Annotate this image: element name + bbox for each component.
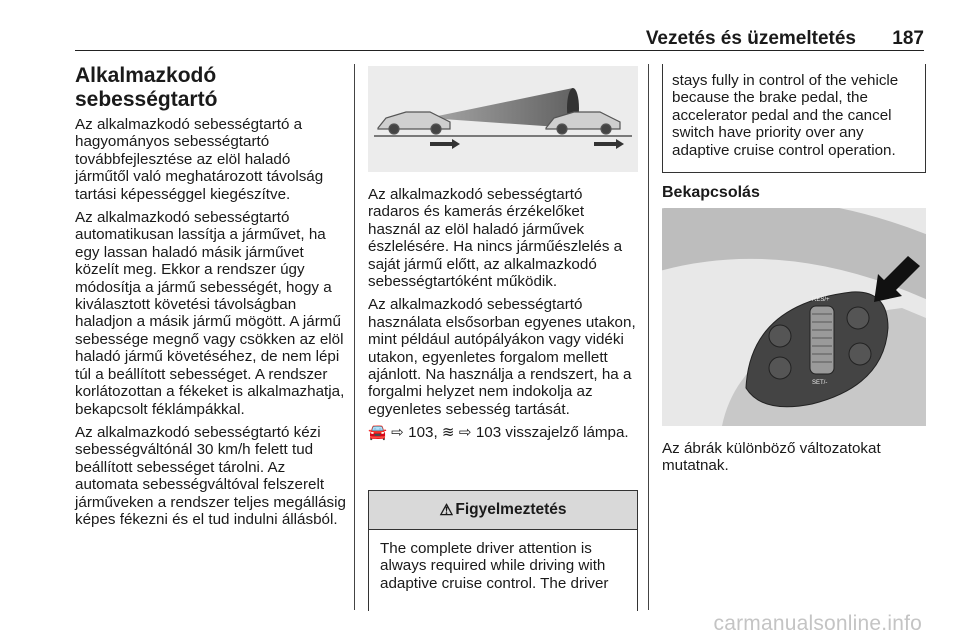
page-ref-arrow-icon: ⇨ [391,424,404,442]
warning-text-continued: stays fully in control of the vehicle because the brake pedal, the accelerator pedal and the cancel switch have priority over any adaptive cruise control operation. [672,72,899,159]
page-ref: 103, [408,424,438,442]
steering-wheel-svg [662,208,926,426]
warning-title: Figyelmeztetés [455,501,567,518]
warning-box [368,490,638,611]
cancel-button[interactable] [769,357,791,379]
paragraph: Az alkalmazkodó sebességtartó a hagyományos sebességtartó továbbfejlesztése az elöl haladó járműtől való meghatározott távolság tartási képességgel kiegészítve. [75,116,324,203]
figure-caption: Az ábrák különböző változatokat mutatnak. [662,440,881,475]
column-divider-2 [648,64,649,610]
res-label: RES/+ [812,297,830,303]
set-label: SET/- [812,380,828,386]
page-header-title: Vezetés és üzemeltetés [645,28,856,49]
warning-header [369,491,637,530]
paragraph: Az alkalmazkodó sebességtartó radaros és kamerás érzékelőket használ az elöl haladó járművek észlelésére. Ha nincs járműészlelés a saját jármű előtt, az alkalmazkodó sebességtartóként működik. [368,186,623,291]
header-rule [75,50,924,51]
vehicle-ahead-icon: 🚘 [368,424,387,442]
warning-triangle-icon: ⚠ [439,501,454,519]
watermark: carmanualsonline.info [713,612,922,635]
warning-text: The complete driver attention is always required while driving with adaptive cruise control. The driver [380,540,609,592]
steering-wheel-controls-photo [662,208,926,426]
subheading: Bekapcsolás [662,184,760,201]
warning-box-continued [662,64,926,173]
paragraph: Az alkalmazkodó sebességtartó automatikusan lassítja a járművet, ha egy lassan haladó másik járművet közelít meg. Ekkor a rendszer úgy módosítja a jármű sebességét, hogy a kiválasztott követési távolságban haladjon a másik jármű mögött. A jármű sebessége megnő vagy csökken az elöl haladó jármű követéséhez, de nem lépi túl a beállított sebességet. A rendszer korlátozottan a fékeket is alkalmazhatja, bekapcsolt féklámpákkal. [75,209,345,418]
adaptive-cruise-button[interactable] [847,307,869,329]
column-divider-1 [354,64,355,610]
column-1 [75,64,347,534]
distance-illustration-svg [368,66,638,172]
cruise-control-icon: ≋ [441,424,455,442]
cruise-button[interactable] [769,325,791,347]
distance-button[interactable] [849,343,871,365]
section-heading: Alkalmazkodó sebességtartó [75,64,218,111]
thumbwheel[interactable] [810,306,834,374]
distance-illustration [368,66,638,172]
column-3 [662,184,926,201]
paragraph: Az alkalmazkodó sebességtartó használata elsősorban egyenes utakon, mint például autópályákon vagy vidéki utakon, egyenletes forgalom mellett ajánlott. Na használja a rendszert, ha a forgalmi helyzet nem indokolja az egyenletes sebesség tartását. [368,296,636,418]
reference-line [368,424,638,441]
page-ref-arrow-icon: ⇨ [458,424,472,442]
page-number: 187 [892,28,924,49]
column-3-caption [662,440,926,481]
paragraph: Az alkalmazkodó sebességtartó kézi sebességváltónál 30 km/h felett tud beállított sebességet tárolni. Az automata sebességváltóval felszerelt járműveken a rendszer teljes megállásig képes fékezni és el tud indulni állásból. [75,423,346,528]
column-2 [368,186,638,448]
page-ref: 103 visszajelző lámpa. [475,424,629,442]
